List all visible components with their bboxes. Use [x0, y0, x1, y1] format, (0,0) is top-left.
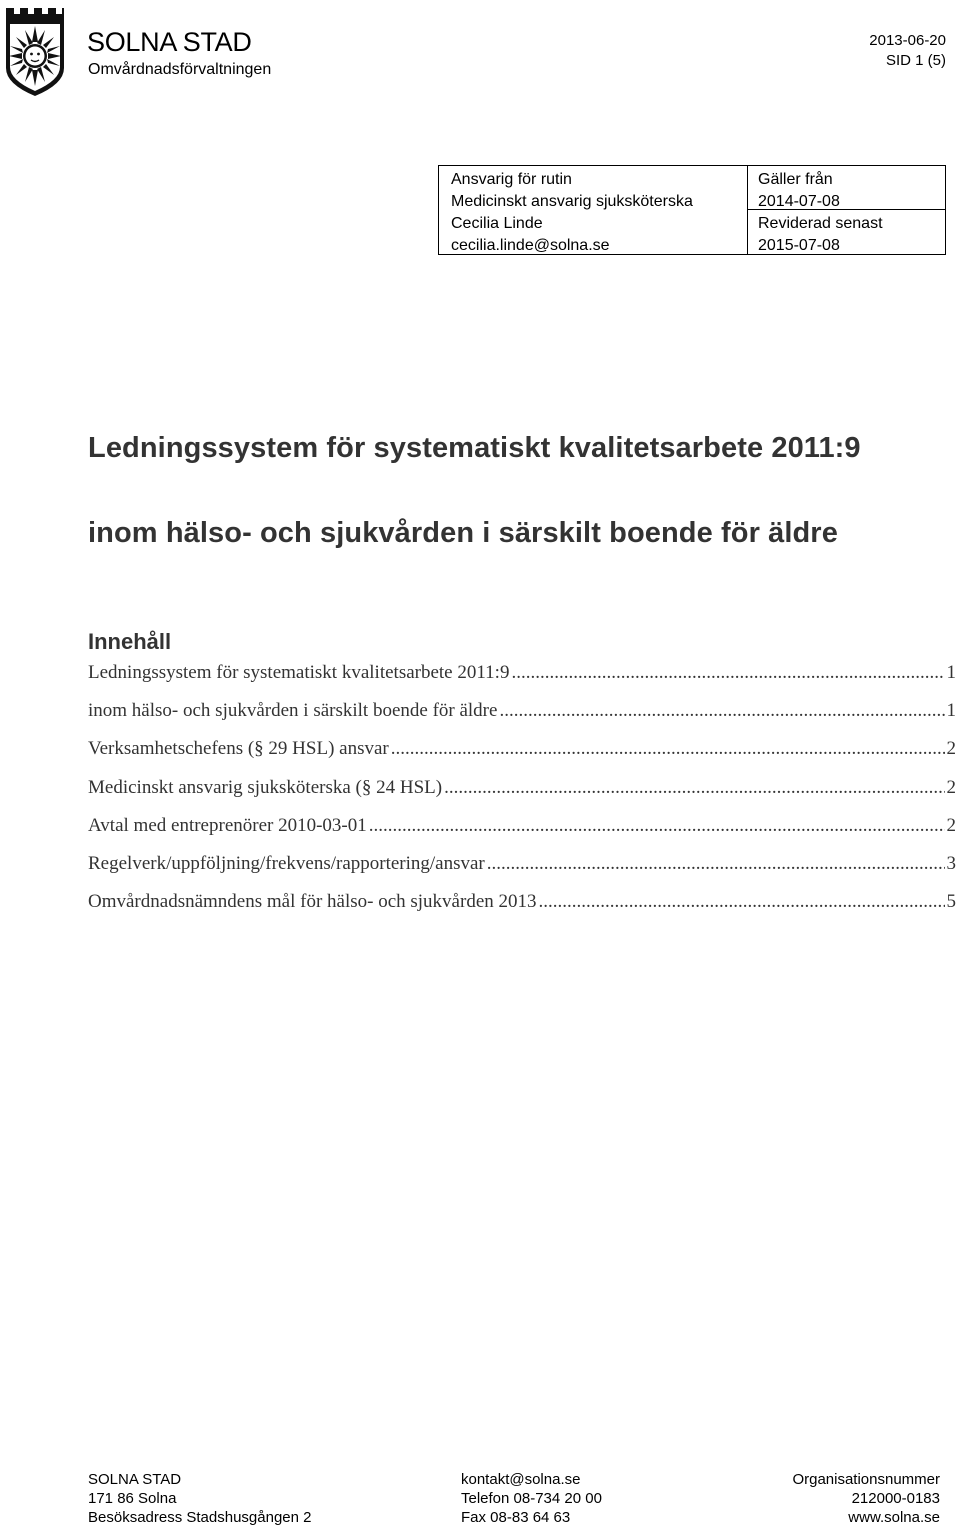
page-number: SID 1 (5) [885, 52, 946, 69]
toc-leader-dots [391, 738, 945, 760]
footer-contact-column [461, 1470, 602, 1527]
responsible-role: Medicinskt ansvarig sjuksköterska [451, 193, 693, 210]
document-title: Ledningssystem för systematiskt kvalitetsarbete 2011:9 [88, 432, 861, 464]
footer-email[interactable]: kontakt@solna.se [461, 1471, 581, 1488]
toc-leader-dots [369, 815, 945, 837]
responsible-name: Cecilia Linde [451, 215, 543, 232]
toc-entry-page: 5 [946, 891, 956, 913]
toc-entry-text: Ledningssystem för systematiskt kvalitetsarbete 2011:9 [88, 662, 510, 683]
toc-entry-text: Medicinskt ansvarig sjuksköterska (§ 24 HSL) [88, 776, 443, 798]
toc-entry-page: 2 [946, 776, 956, 798]
validity-cell [747, 166, 945, 254]
toc-heading: Innehåll [88, 629, 172, 654]
table-of-contents [88, 662, 956, 929]
revised-label: Reviderad senast [758, 215, 883, 232]
toc-entry[interactable] [88, 777, 956, 815]
toc-entry-page: 1 [946, 700, 956, 722]
toc-entry-page: 1 [946, 662, 956, 683]
document-date: 2013-06-20 [869, 32, 946, 49]
footer-postal-address: 171 86 Solna [88, 1490, 177, 1507]
footer-website[interactable]: www.solna.se [848, 1509, 940, 1526]
toc-entry[interactable] [88, 700, 956, 738]
responsible-person-cell [439, 166, 747, 254]
responsible-label: Ansvarig för rutin [451, 171, 572, 188]
footer-fax: Fax 08-83 64 63 [461, 1509, 571, 1526]
organization-name: SOLNA STAD [87, 27, 252, 57]
toc-entry-text: Regelverk/uppföljning/frekvens/rapportering/ansvar [88, 852, 485, 874]
toc-entry[interactable] [88, 891, 956, 929]
toc-entry-page: 2 [946, 738, 956, 760]
toc-leader-dots [511, 662, 944, 684]
info-box-divider [747, 209, 945, 210]
valid-from-label: Gäller från [758, 171, 833, 188]
toc-entry[interactable] [88, 815, 956, 853]
organization-department: Omvårdnadsförvaltningen [88, 61, 272, 78]
toc-entry-page: 2 [946, 814, 956, 836]
footer-org-number-label: Organisationsnummer [792, 1471, 940, 1488]
toc-entry[interactable] [88, 853, 956, 891]
toc-leader-dots [499, 700, 944, 722]
toc-entry-text: Omvårdnadsnämndens mål för hälso- och sjukvården 2013 [88, 891, 537, 913]
valid-from-date: 2014-07-08 [758, 193, 840, 210]
toc-leader-dots [487, 853, 945, 875]
footer-org-number-column [792, 1470, 940, 1527]
responsibility-info-box [438, 165, 946, 255]
toc-entry-text: Verksamhetschefens (§ 29 HSL) ansvar [88, 738, 389, 760]
toc-entry-text: inom hälso- och sjukvården i särskilt boende för äldre [88, 700, 498, 722]
revised-date: 2015-07-08 [758, 237, 840, 254]
footer-org-number: 212000-0183 [851, 1490, 940, 1507]
responsible-email: cecilia.linde@solna.se [451, 237, 610, 254]
solna-coat-of-arms-icon [4, 4, 66, 98]
toc-entry[interactable] [88, 738, 956, 776]
document-subtitle: inom hälso- och sjukvården i särskilt boende för äldre [88, 517, 838, 549]
toc-leader-dots [539, 891, 945, 913]
footer-address-column [88, 1470, 311, 1527]
toc-entry-text: Avtal med entreprenörer 2010-03-01 [88, 814, 367, 836]
toc-leader-dots [444, 777, 944, 799]
footer-org-name: SOLNA STAD [88, 1471, 182, 1488]
footer-visiting-address: Besöksadress Stadshusgången 2 [88, 1509, 312, 1526]
toc-entry-page: 3 [946, 852, 956, 874]
toc-entry[interactable] [88, 662, 956, 700]
footer-phone: Telefon 08-734 20 00 [461, 1490, 602, 1507]
